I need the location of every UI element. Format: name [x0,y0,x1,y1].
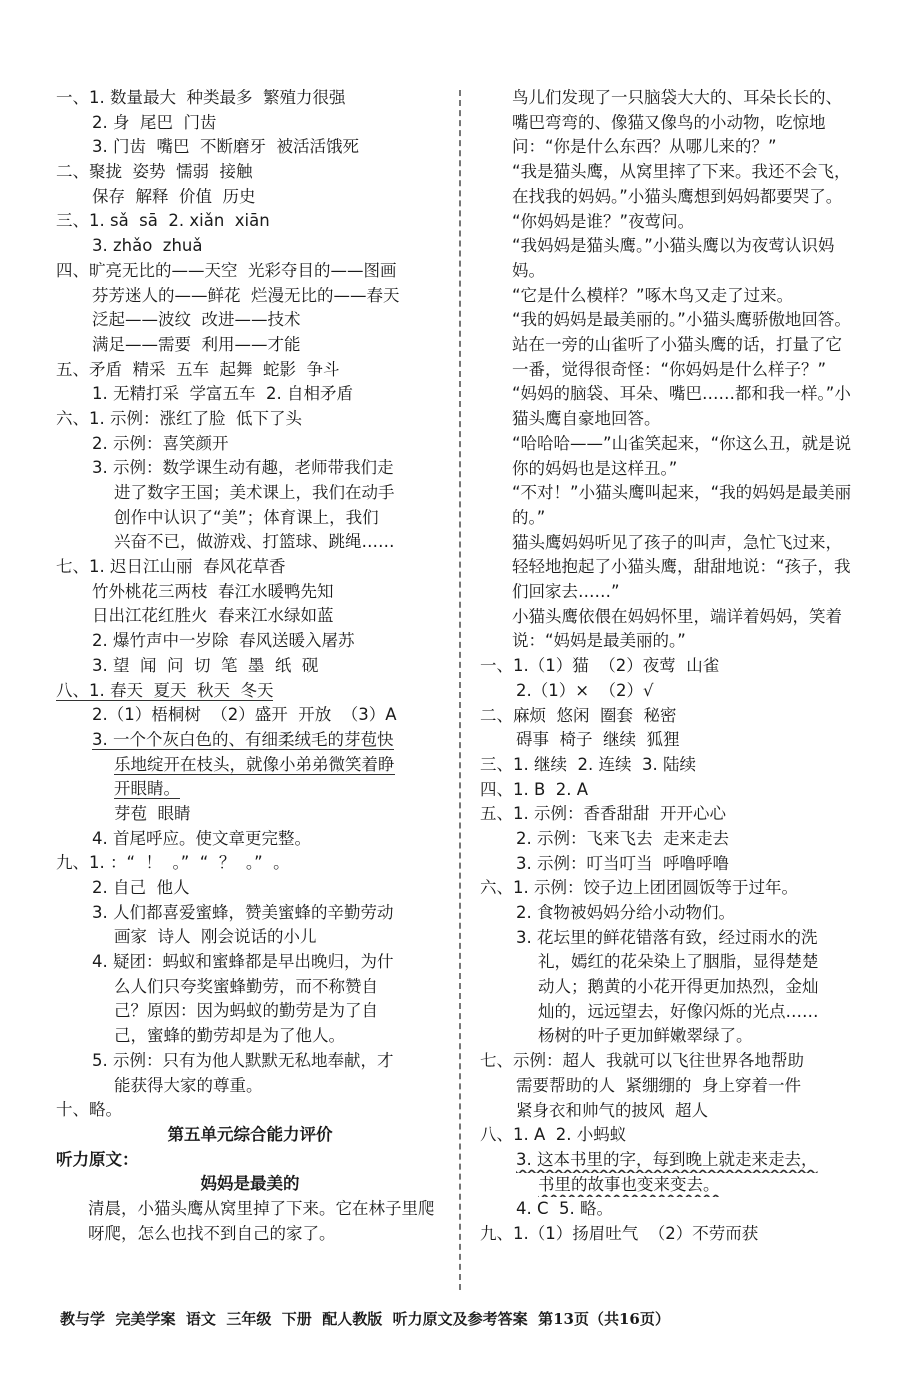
answer-line: 需要帮助的人 紧绷绷的 身上穿着一件 [516,1075,801,1095]
answer-line-wavy [480,1173,856,1198]
story-paragraph: 清晨，小猫头鹰从窝里掉了下来。它在林子里爬呀爬，怎么也找不到自己的家了。 [88,1198,435,1243]
answer-line: 保存 解释 价值 历史 [92,186,256,206]
wavy-underlined-text: 书里的故事也变来变去。 [538,1174,720,1194]
listening-label: 听力原文： [56,1149,139,1169]
answer-line: 5. 示例：只有为他人默默无私地奉献，才 [92,1050,394,1070]
answer-line: 二、聚拢 姿势 懦弱 接触 [56,162,253,182]
answer-line: 3. 门齿 嘴巴 不断磨牙 被活活饿死 [92,137,359,157]
story-paragraph: 鸟儿们发现了一只脑袋大大的、耳朵长长的、嘴巴弯弯的、像猫又像鸟的小动物，吃惊地问：“你是什么东西？从哪儿来的？” [512,88,842,157]
answer-line: 二、麻烦 悠闲 圈套 秘密 [480,705,677,725]
left-column [56,86,444,1246]
answer-line: 己？原因：因为蚂蚁的勤劳是为了自 [114,1001,378,1021]
answer-line: 十、略。 [56,1100,122,1120]
answer-line: 灿的，远远望去，好像闪烁的光点…… [538,1001,819,1021]
column-divider [459,90,461,1290]
answer-line: 四、1. B 2. A [480,779,589,799]
answer-line-underlined [56,679,444,704]
answer-line: 进了数字王国；美术课上，我们在动手 [114,483,395,502]
story-paragraph: 小猫头鹰依偎在妈妈怀里，端详着妈妈，笑着说：“妈妈是最美丽的。” [512,606,842,651]
answer-line: 动人；鹅黄的小花开得更加热烈，金灿 [538,977,819,997]
story-paragraph: “我妈妈是猫头鹰。”小猫头鹰以为夜莺认识妈妈。 [512,236,835,280]
story-paragraph: 站在一旁的山雀听了小猫头鹰的话，打量了它一番，觉得很奇怪：“你妈妈是什么样子？” [512,335,842,379]
answer-line: 么人们只夸奖蜜蜂勤劳，而不称赞自 [114,976,378,996]
answer-line: 2. 爆竹声中一岁除 春风送暖入屠苏 [92,631,355,651]
answer-line: 3. 示例：数学课生动有趣，老师带我们走 [92,458,394,478]
answer-line: 三、1. sǎ sā 2. xiǎn xiān [56,211,270,231]
section-title: 第五单元综合能力评价 [167,1124,333,1144]
answer-line: 紧身衣和帅气的披风 超人 [516,1100,708,1120]
story-paragraph: “哈哈哈——”山雀笑起来，“你这么丑，就是说你的妈妈也是这样丑。” [512,433,852,478]
answer-line: 2.（1）梧桐树 （2）盛开 开放 （3）A [92,705,397,725]
answer-line-underlined [56,777,444,802]
answer-line-wavy [480,1148,856,1173]
answer-line: 礼，嫣红的花朵染上了胭脂，显得楚楚 [538,952,819,972]
answer-line: 2. 身 尾巴 门齿 [92,112,217,132]
story-paragraph: 猫头鹰妈妈听见了孩子的叫声，急忙飞过来，轻轻地抱起了小猫头鹰，甜甜地说：“孩子，我们回家去……” [512,532,851,602]
answer-line: 兴奋不已，做游戏、打篮球、跳绳…… [114,532,395,552]
underlined-text: 3. 一个个灰白色的、有细柔绒毛的芽苞快 [92,729,394,749]
answer-line: 日出江花红胜火 春来江水绿如蓝 [92,606,334,626]
underlined-text: 乐地绽开在枝头，就像小弟弟微笑着睁 [114,754,395,774]
story-title: 妈妈是最美的 [200,1174,300,1194]
answer-line: 能获得大家的尊重。 [114,1075,263,1095]
answer-line: 3. 望 闻 问 切 笔 墨 纸 砚 [92,655,319,675]
story-paragraph: “妈妈的脑袋、耳朵、嘴巴……都和我一样。”小猫头鹰自豪地回答。 [512,384,851,429]
answer-line: 碍事 椅子 继续 狐狸 [516,730,680,750]
underlined-text: 八、1. 春天 夏天 秋天 冬天 [56,680,274,700]
answer-line: 泛起——波纹 改进——技术 [92,310,301,330]
right-column [480,86,856,1247]
answer-line: 1. 无精打采 学富五车 2. 自相矛盾 [92,384,353,404]
answer-line: 2. 示例：飞来飞去 走来走去 [516,828,729,848]
answer-line: 满足——需要 利用——才能 [92,334,301,354]
answer-line: 4. 疑团：蚂蚁和蜜蜂都是早出晚归，为什 [92,952,394,972]
answer-line: 芬芳迷人的——鲜花 烂漫无比的——春天 [92,285,400,305]
answer-line: 创作中认识了“美”；体育课上，我们 [114,507,379,527]
answer-line: 3. 示例：叮当叮当 呼噜呼噜 [516,853,729,873]
answer-line: 八、1. A 2. 小蚂蚁 [480,1125,627,1145]
story-paragraph: “我是猫头鹰，从窝里摔了下来。我还不会飞，在找我的妈妈。”小猫头鹰想到妈妈都要哭了。 [512,162,851,206]
answer-line: 2. 自己 他人 [92,878,190,897]
story-paragraph: “我的妈妈是最美丽的。”小猫头鹰骄傲地回答。 [512,310,851,330]
answer-line: 九、1.（1）扬眉吐气 （2）不劳而获 [480,1223,759,1243]
answer-line: 4. 首尾呼应。使文章更完整。 [92,828,311,848]
answer-line: 竹外桃花三两枝 春江水暖鸭先知 [92,581,334,601]
story-paragraph: “不对！”小猫头鹰叫起来，“我的妈妈是最美丽的。” [512,483,852,527]
answer-line: 四、旷亮无比的——天空 光彩夺目的——图画 [56,260,397,280]
page-footer: 教与学 完美学案 语文 三年级 下册 配人教版 听力原文及参考答案 第13页（共16页） [60,1310,670,1328]
answer-line: 九、1. ：“ ！ 。” “ ？ 。” 。 [56,853,290,873]
answer-line: 3. 花坛里的鲜花错落有致，经过雨水的洗 [516,927,818,947]
answer-line: 2. 示例：喜笑颜开 [92,433,229,453]
answer-line-underlined [56,728,444,753]
answer-line: 3. zhǎo zhuǎ [92,236,203,256]
answer-line: 五、1. 示例：香香甜甜 开开心心 [480,804,726,824]
wavy-underlined-text: 3. 这本书里的字，每到晚上就走来走去， [516,1149,818,1169]
underlined-text: 开眼睛。 [114,779,180,799]
answer-line: 4. C 5. 略。 [516,1199,613,1219]
answer-line: 七、1. 迟日江山丽 春风花草香 [56,557,286,577]
answer-line: 七、示例：超人 我就可以飞往世界各地帮助 [480,1051,804,1071]
story-paragraph: “你妈妈是谁？”夜莺问。 [512,211,695,231]
answer-line: 六、1. 示例：涨红了脸 低下了头 [56,408,302,428]
answer-line-underlined [56,753,444,778]
answer-line: 三、1. 继续 2. 连续 3. 陆续 [480,754,696,774]
answer-line: 五、矛盾 精采 五车 起舞 蛇影 争斗 [56,359,340,379]
answer-line: 画家 诗人 刚会说话的小儿 [114,927,317,947]
answer-line: 一、1.（1）猫 （2）夜莺 山雀 [480,656,720,676]
story-paragraph: “它是什么模样？”啄木鸟又走了过来。 [512,285,794,305]
answer-line: 2. 食物被妈妈分给小动物们。 [516,903,735,923]
answer-line: 2.（1）× （2）√ [516,680,654,700]
answer-line: 芽苞 眼睛 [114,803,191,823]
answer-line: 己，蜜蜂的勤劳却是为了他人。 [114,1026,345,1046]
answer-line: 六、1. 示例：饺子边上团团圆饭等于过年。 [480,878,798,898]
answer-line: 一、1. 数量最大 种类最多 繁殖力很强 [56,88,346,107]
answer-line: 杨树的叶子更加鲜嫩翠绿了。 [538,1026,753,1046]
answer-line: 3. 人们都喜爱蜜蜂，赞美蜜蜂的辛勤劳动 [92,902,394,922]
